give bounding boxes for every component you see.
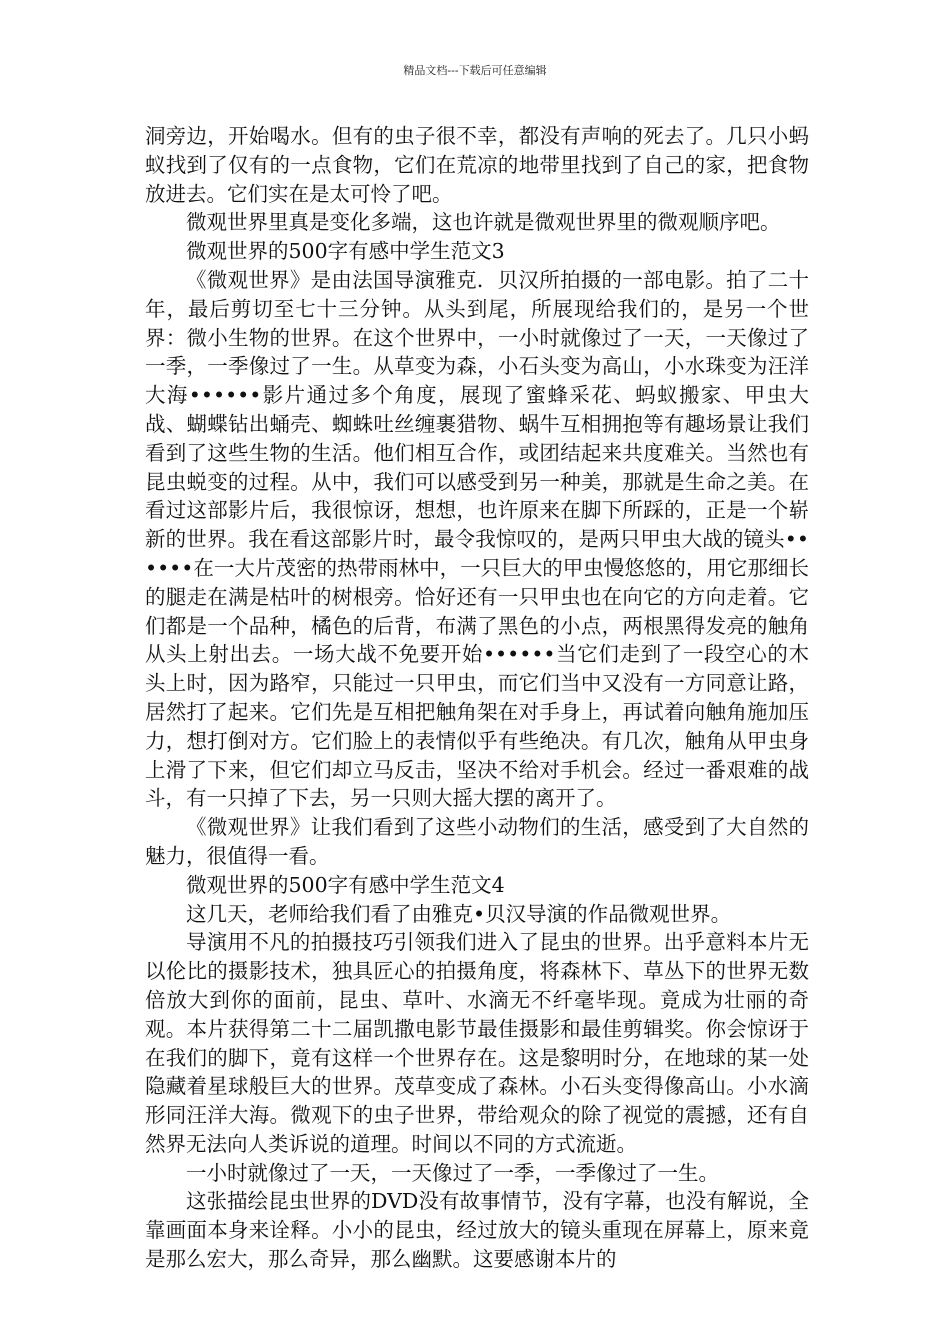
paragraph: 《微观世界》是由法国导演雅克．贝汉所拍摄的一部电影。拍了二十年，最后剪切至七十三分钟。从头到尾，所展现给我们的，是另一个世界：微小生物的世界。在这个世界中，一小时就像过了一天，一天像过了一季，一季像过了一生。从草变为森，小石头变为高山，小水珠变为汪洋大海••••••影片通过多个角度，展现了蜜蜂采花、蚂蚁搬家、甲虫大战、蝴蝶钻出蛹壳、蜘蛛吐丝缠裹猎物、蜗牛互相拥抱等有趣场景让我们看到了这些生物的生活。他们相互合作，或团结起来共度难关。当然也有昆虫蜕变的过程。从中，我们可以感受到另一种美，那就是生命之美。在看过这部影片后，我很惊讶，想想，也许原来在脚下所踩的，正是一个崭新的世界。我在看这部影片时，最令我惊叹的，是两只甲虫大战的镜头••••••在一大片茂密的热带雨林中，一只巨大的甲虫慢悠悠的，用它那细长的腿走在满是枯叶的树根旁。恰好还有一只甲虫也在向它的方向走着。它们都是一个品种，橘色的后背，布满了黑色的小点，两根黑得发亮的触角从头上射出去。一场大战不免要开始••••••当它们走到了一段空心的木头上时，因为路窄，只能过一只甲虫，而它们当中又没有一方同意让路，居然打了起来。它们先是互相把触角架在对手身上，再试着向触角施加压力，想打倒对方。它们脸上的表情似乎有些绝决。有几次，触角从甲虫身上滑了下来，但它们却立马反击，坚决不给对手机会。经过一番艰难的战斗，有一只掉了下去，另一只则大摇大摆的离开了。 <box>145 267 809 811</box>
paragraph: 一小时就像过了一天，一天像过了一季，一季像过了一生。 <box>186 1160 719 1185</box>
paragraph: 《微观世界》让我们看到了这些小动物们的生活，感受到了大自然的魅力，很值得一看。 <box>145 815 809 868</box>
paragraph: 这张描绘昆虫世界的DVD没有故事情节，没有字幕，也没有解说，全靠画面本身来诠释。小小的昆虫，经过放大的镜头重现在屏幕上，原来竟是那么宏大，那么奇异，那么幽默。这要感谢本片的 <box>145 1189 809 1272</box>
page-header: 精品文档---下载后可任意编辑 <box>403 64 547 77</box>
document-body <box>145 122 809 1274</box>
paragraph: 这几天，老师给我们看了由雅克•贝汉导演的作品微观世界。 <box>186 901 732 926</box>
section-heading: 微观世界的500字有感中学生范文4 <box>186 872 505 897</box>
paragraph: 微观世界里真是变化多端，这也许就是微观世界里的微观顺序吧。 <box>186 210 781 235</box>
paragraph: 导演用不凡的拍摄技巧引领我们进入了昆虫的世界。出乎意料本片无以伦比的摄影技术，独具匠心的拍摄角度，将森林下、草丛下的世界无数倍放大到你的面前，昆虫、草叶、水滴无不纤毫毕现。竟成为壮丽的奇观。本片获得第二十二届凯撒电影节最佳摄影和最佳剪辑奖。你会惊讶于在我们的脚下，竟有这样一个世界存在。这是黎明时分，在地球的某一处隐藏着星球般巨大的世界。茂草变成了森林。小石头变得像高山。小水滴形同汪洋大海。微观下的虫子世界，带给观众的除了视觉的震撼，还有自然界无法向人类诉说的道理。时间以不同的方式流逝。 <box>145 930 809 1156</box>
section-heading: 微观世界的500字有感中学生范文3 <box>186 239 505 264</box>
paragraph: 洞旁边，开始喝水。但有的虫子很不幸，都没有声响的死去了。几只小蚂蚁找到了仅有的一点食物，它们在荒凉的地带里找到了自己的家，把食物放进去。它们实在是太可怜了吧。 <box>145 124 809 206</box>
